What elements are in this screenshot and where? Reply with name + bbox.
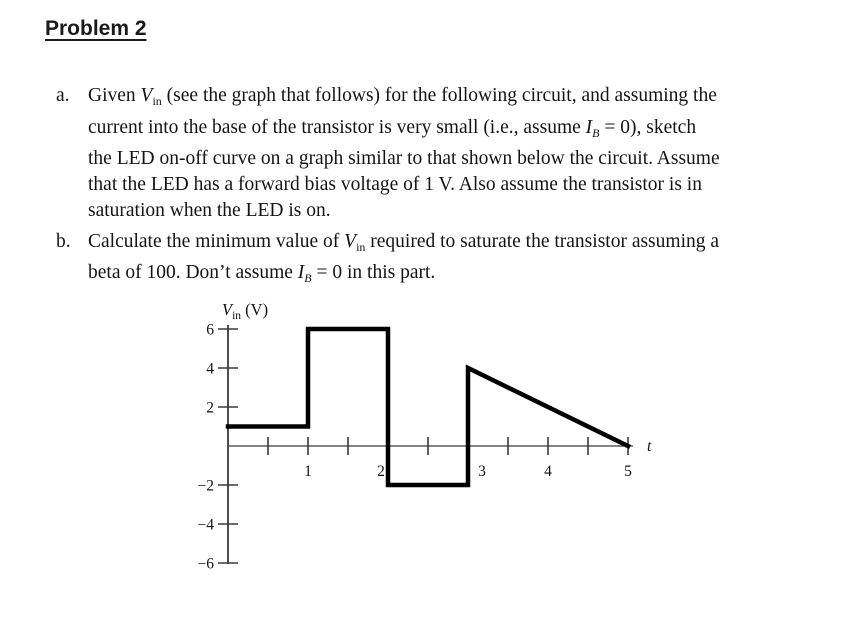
svg-text:4: 4 (544, 463, 552, 480)
text-line: that the LED has a forward bias voltage of 1 V. Also assume the transistor is in (88, 174, 702, 196)
svg-text:1: 1 (304, 463, 312, 480)
svg-text:5: 5 (624, 463, 632, 480)
text-line: the LED on-off curve on a graph similar to that shown below the circuit. Assume (88, 148, 720, 170)
svg-text:3: 3 (478, 463, 486, 480)
svg-text:−6: −6 (197, 555, 214, 573)
svg-text:2: 2 (377, 463, 385, 480)
problem-label: b. (56, 230, 71, 252)
problem-text (88, 83, 720, 224)
problem-item-a (56, 83, 720, 224)
svg-text:6: 6 (206, 321, 214, 339)
vin-waveform-figure (185, 288, 675, 588)
svg-text:−4: −4 (197, 516, 214, 534)
problem-text (88, 229, 719, 292)
problem-item-b (56, 229, 720, 292)
text-line: Calculate the minimum value of $V_{in}$ required to saturate the transistor assuming a (88, 230, 720, 254)
vin-waveform-chart (185, 288, 675, 588)
svg-text:−2: −2 (197, 477, 214, 495)
text-line: saturation when the LED is on. (88, 199, 331, 221)
text-line: beta of 100. Don’t assume $I_B = 0$ in this part. (88, 262, 436, 286)
y-tick-labels (198, 322, 215, 573)
y-axis-label: $V_{in}$ (V) (222, 300, 269, 322)
x-axis-label: t (647, 438, 652, 455)
page-title: Problem 2 (45, 17, 147, 40)
text-line: Given $V_{in}$ (see the graph that follows) for the following circuit, and assuming the (88, 85, 717, 108)
vin-waveform-line (228, 329, 628, 485)
svg-text:2: 2 (206, 399, 214, 417)
problem-label: a. (56, 85, 70, 106)
problem-list (56, 83, 720, 292)
svg-text:4: 4 (206, 360, 214, 378)
text-line: current into the base of the transistor is very small (i.e., assume $I_B = 0$), sketch (88, 116, 697, 140)
